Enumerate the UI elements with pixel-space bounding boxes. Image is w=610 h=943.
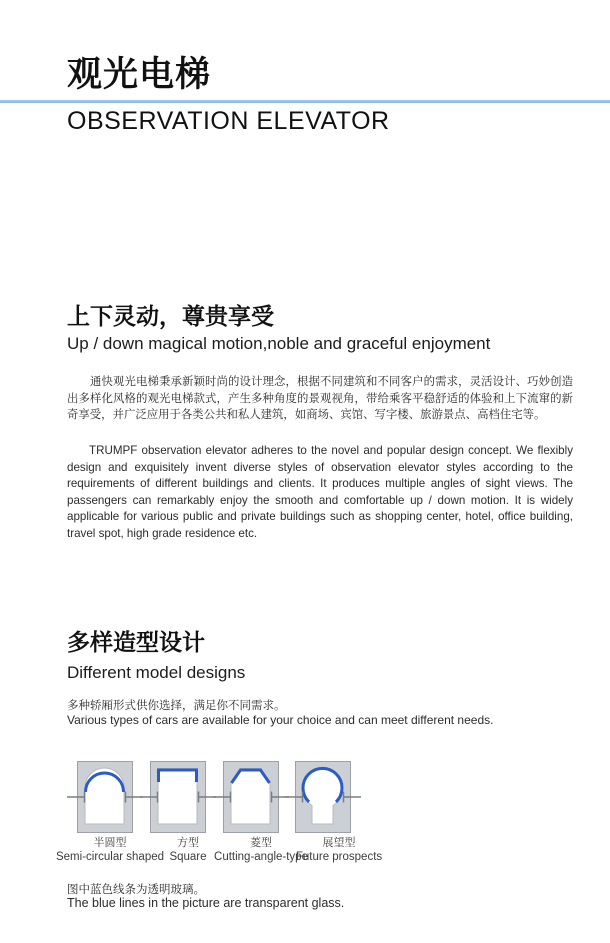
car-interior bbox=[158, 769, 197, 825]
model-name-cn: 半圆型 bbox=[93, 837, 127, 849]
model-name-en: Semi-circular shaped bbox=[55, 851, 165, 863]
model-name-cn: 展望型 bbox=[322, 837, 356, 849]
model-label-cutting-angle bbox=[214, 837, 308, 863]
model-name-en: Square bbox=[169, 851, 207, 863]
designs-intro-cn: 多种轿厢形式供你选择，满足你不同需求。 bbox=[67, 700, 286, 712]
motion-heading-en: Up / down magical motion,noble and graceful enjoyment bbox=[67, 334, 491, 353]
car-interior bbox=[85, 768, 124, 824]
model-name-cn: 菱型 bbox=[249, 837, 272, 849]
designs-heading-cn: 多样造型设计 bbox=[67, 629, 205, 655]
page-title-cn: 观光电梯 bbox=[67, 55, 212, 94]
model-label-future-prospect bbox=[296, 837, 382, 863]
model-label-semi-circular bbox=[56, 837, 164, 863]
glass-note-cn: 图中蓝色线条为透明玻璃。 bbox=[67, 884, 205, 896]
motion-paragraph-cn: 通快观光电梯秉承新颖时尚的设计理念，根据不同建筑和不同客户的需求，灵活设计、巧妙创造出多样化风格的观光电梯款式，产生多种角度的景观视角，带给乘客平稳舒适的体验和上下流窜的新奇享受，并广泛应用于各类公共和私人建筑，如商场、宾馆、写字楼、旅游景点、高档住宅等。 bbox=[67, 376, 573, 422]
car-shape-future-prospect-icon bbox=[284, 761, 362, 833]
model-name-en: Future prospects bbox=[295, 851, 383, 863]
car-shape-square-icon bbox=[139, 761, 217, 833]
motion-heading-cn: 上下灵动，尊贵享受 bbox=[67, 303, 274, 329]
motion-paragraph-en: TRUMPF observation elevator adheres to the novel and popular design concept. We flexibly design and exquisitely invent diverse styles of observation elevator styles according to the requirements of different buildings and clients. It produces multiple angles of sight views. The passengers can remarkably enjoy the smooth and comfortable up / down motion. It is widely applicable for various public and private buildings such as shopping center, hotel, office building, travel spot, high grade residence etc. bbox=[67, 444, 573, 540]
accent-rule bbox=[0, 100, 610, 103]
glass-note-en: The blue lines in the picture are transparent glass. bbox=[67, 896, 345, 910]
car-shape-semi-circular-icon bbox=[66, 761, 144, 833]
designs-intro-en: Various types of cars are available for your choice and can meet different needs. bbox=[67, 713, 494, 727]
model-label-square bbox=[169, 837, 206, 863]
car-shape-cutting-angle-icon bbox=[212, 761, 290, 833]
designs-heading-en: Different model designs bbox=[67, 663, 246, 682]
model-name-cn: 方型 bbox=[177, 837, 199, 849]
model-name-en: Cutting-angle-type bbox=[214, 851, 308, 863]
page-title-en: OBSERVATION ELEVATOR bbox=[67, 107, 390, 135]
